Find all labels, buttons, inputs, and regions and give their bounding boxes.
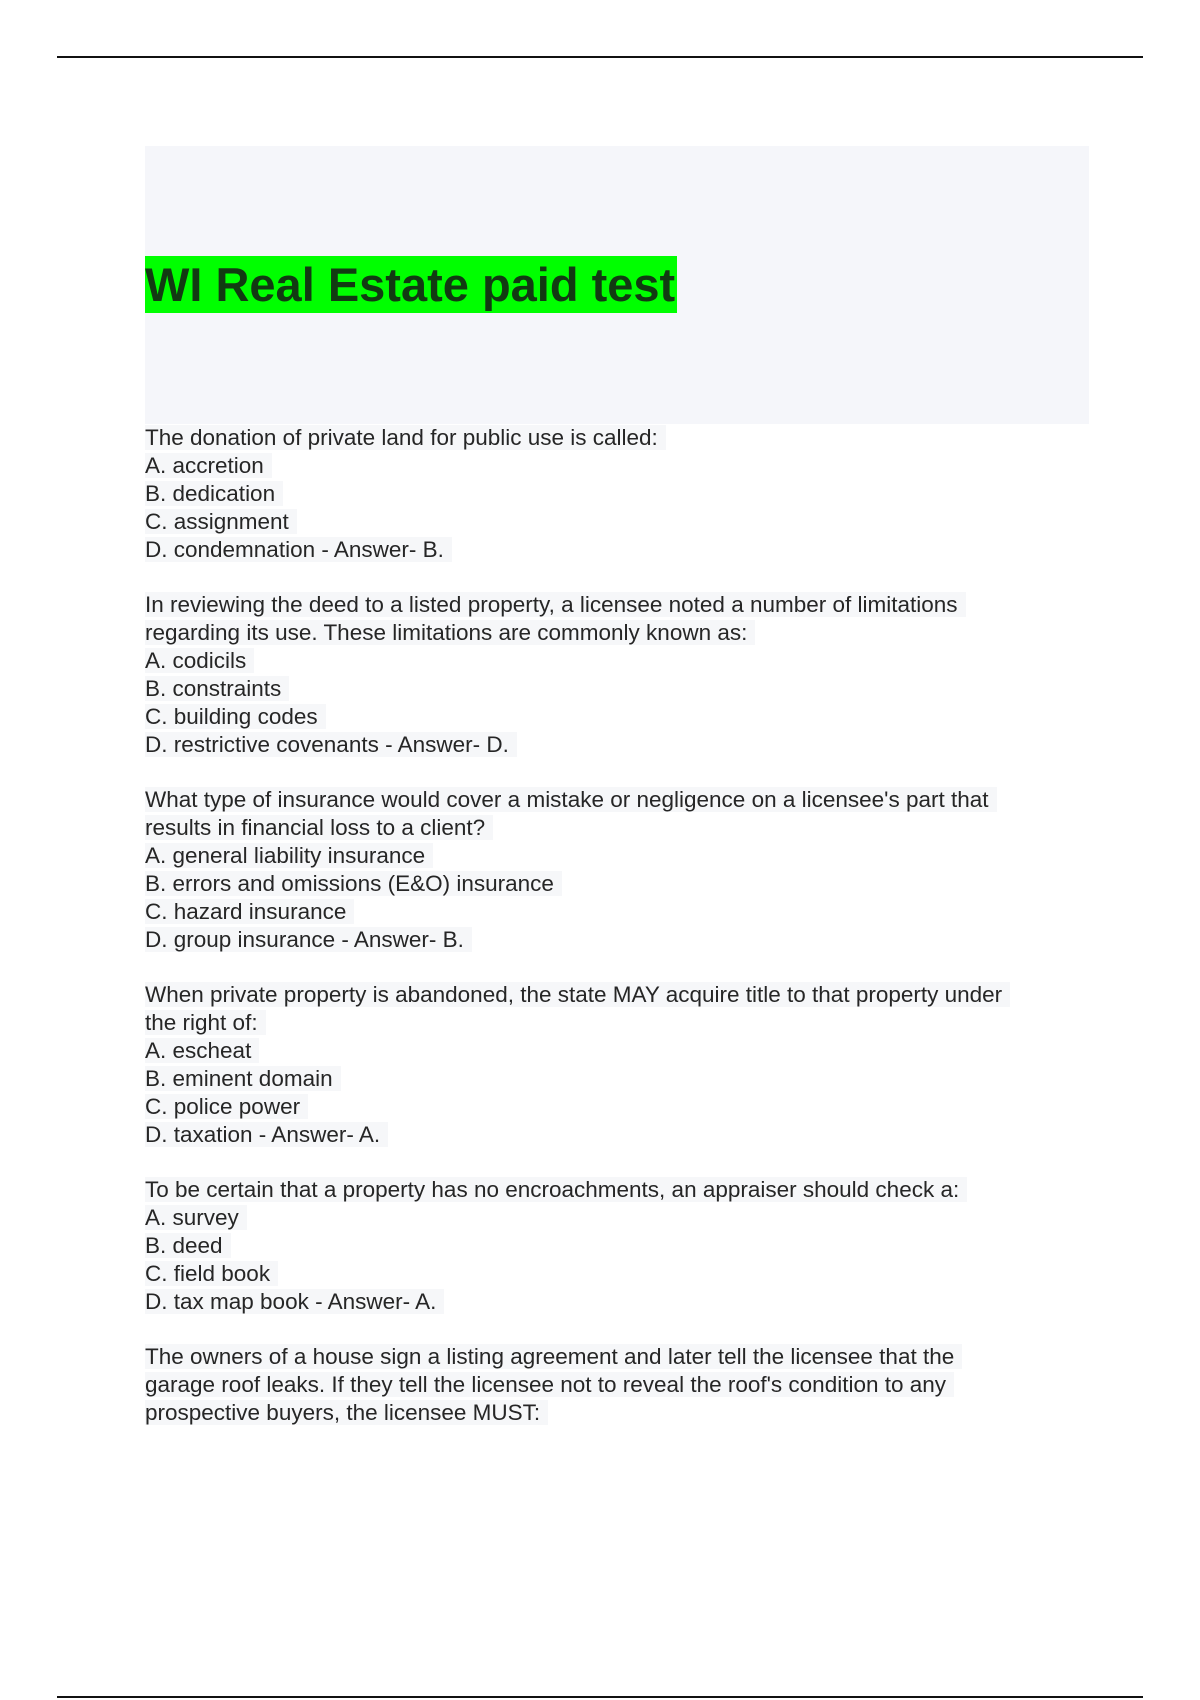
question-text-line: [145, 981, 1089, 1009]
line-text: C. field book: [145, 1261, 278, 1286]
question-block: [145, 786, 1089, 954]
line-text: D. tax map book - Answer- A.: [145, 1289, 444, 1314]
question-text-line: [145, 1176, 1089, 1204]
line-text: What type of insurance would cover a mistake or negligence on a licensee's part that: [145, 787, 997, 812]
line-text: A. accretion: [145, 453, 272, 478]
question-text-line: [145, 591, 1089, 619]
line-text: D. group insurance - Answer- B.: [145, 927, 472, 952]
question-line: [145, 1121, 1089, 1149]
question-block: [145, 1343, 1089, 1427]
question-line: [145, 1260, 1089, 1288]
line-text: C. assignment: [145, 509, 297, 534]
line-text: C. building codes: [145, 704, 326, 729]
question-line: [145, 926, 1089, 954]
line-text: The donation of private land for public use is called:: [145, 425, 666, 450]
line-text: A. codicils: [145, 648, 254, 673]
line-text: C. hazard insurance: [145, 899, 354, 924]
line-text: D. condemnation - Answer- B.: [145, 537, 452, 562]
question-line: [145, 1037, 1089, 1065]
question-line: [145, 1009, 1089, 1037]
line-text: B. eminent domain: [145, 1066, 341, 1091]
top-rule: [57, 56, 1143, 58]
question-line: [145, 1093, 1089, 1121]
line-text: A. survey: [145, 1205, 247, 1230]
question-line: [145, 675, 1089, 703]
question-line: [145, 480, 1089, 508]
question-line: [145, 452, 1089, 480]
question-line: [145, 1399, 1089, 1427]
line-text: A. general liability insurance: [145, 843, 433, 868]
question-text-line: [145, 424, 1089, 452]
line-text: B. errors and omissions (E&O) insurance: [145, 871, 562, 896]
document-title: WI Real Estate paid test: [145, 258, 676, 311]
question-text-line: [145, 1343, 1089, 1371]
question-line: [145, 536, 1089, 564]
line-text: B. dedication: [145, 481, 283, 506]
question-line: [145, 898, 1089, 926]
question-block: [145, 1176, 1089, 1316]
line-text: prospective buyers, the licensee MUST:: [145, 1400, 548, 1425]
question-line: [145, 1288, 1089, 1316]
line-text: D. taxation - Answer- A.: [145, 1122, 388, 1147]
question-block: [145, 591, 1089, 759]
line-text: results in financial loss to a client?: [145, 815, 493, 840]
line-text: In reviewing the deed to a listed property, a licensee noted a number of limitations: [145, 592, 966, 617]
question-line: [145, 731, 1089, 759]
question-line: [145, 870, 1089, 898]
line-text: garage roof leaks. If they tell the licensee not to reveal the roof's condition to any: [145, 1372, 954, 1397]
question-line: [145, 619, 1089, 647]
question-line: [145, 842, 1089, 870]
question-line: [145, 508, 1089, 536]
line-text: B. deed: [145, 1233, 231, 1258]
line-text: regarding its use. These limitations are commonly known as:: [145, 620, 755, 645]
question-block: [145, 981, 1089, 1149]
question-line: [145, 703, 1089, 731]
questions-list: [145, 424, 1089, 1454]
question-line: [145, 1232, 1089, 1260]
line-text: C. police power: [145, 1094, 308, 1119]
question-line: [145, 1371, 1089, 1399]
line-text: To be certain that a property has no encroachments, an appraiser should check a:: [145, 1177, 967, 1202]
line-text: D. restrictive covenants - Answer- D.: [145, 732, 517, 757]
line-text: A. escheat: [145, 1038, 259, 1063]
question-line: [145, 1065, 1089, 1093]
line-text: the right of:: [145, 1010, 266, 1035]
question-text-line: [145, 786, 1089, 814]
question-block: [145, 424, 1089, 564]
line-text: B. constraints: [145, 676, 289, 701]
line-text: When private property is abandoned, the state MAY acquire title to that property under: [145, 982, 1010, 1007]
question-line: [145, 1204, 1089, 1232]
bottom-rule: [57, 1696, 1143, 1698]
question-line: [145, 647, 1089, 675]
line-text: The owners of a house sign a listing agreement and later tell the licensee that the: [145, 1344, 962, 1369]
question-line: [145, 814, 1089, 842]
